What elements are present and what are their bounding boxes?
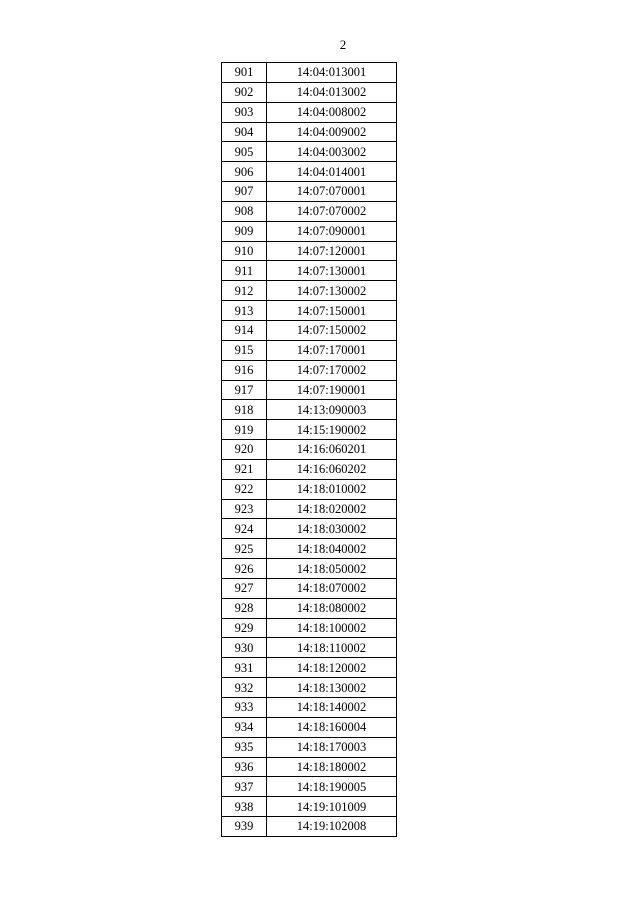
table-row xyxy=(222,221,397,241)
table-row xyxy=(222,63,397,83)
cadastral-code-cell: 14:04:013001 xyxy=(267,63,397,83)
cadastral-code-cell: 14:04:009002 xyxy=(267,122,397,142)
table-row xyxy=(222,201,397,221)
row-number-cell: 907 xyxy=(222,182,267,202)
row-number-cell: 937 xyxy=(222,777,267,797)
cadastral-code-cell: 14:18:180002 xyxy=(267,757,397,777)
row-number-cell: 917 xyxy=(222,380,267,400)
page-number: 2 xyxy=(339,37,347,52)
cadastral-code-cell: 14:07:070001 xyxy=(267,182,397,202)
cadastral-code-cell: 14:04:008002 xyxy=(267,102,397,122)
cadastral-code-cell: 14:18:100002 xyxy=(267,618,397,638)
cadastral-code-cell: 14:18:110002 xyxy=(267,638,397,658)
cadastral-code-cell: 14:07:150002 xyxy=(267,320,397,340)
cadastral-code-cell: 14:18:170003 xyxy=(267,737,397,757)
table-row xyxy=(222,440,397,460)
cadastral-code-cell: 14:07:090001 xyxy=(267,221,397,241)
row-number-cell: 910 xyxy=(222,241,267,261)
row-number-cell: 918 xyxy=(222,400,267,420)
cadastral-code-cell: 14:18:010002 xyxy=(267,479,397,499)
table-row xyxy=(222,241,397,261)
table-row xyxy=(222,162,397,182)
cadastral-code-cell: 14:19:102008 xyxy=(267,817,397,837)
row-number-cell: 930 xyxy=(222,638,267,658)
table-row xyxy=(222,578,397,598)
cadastral-code-cell: 14:18:140002 xyxy=(267,698,397,718)
cadastral-code-cell: 14:18:130002 xyxy=(267,678,397,698)
table-row xyxy=(222,598,397,618)
row-number-cell: 905 xyxy=(222,142,267,162)
row-number-cell: 933 xyxy=(222,698,267,718)
cadastral-code-cell: 14:16:060202 xyxy=(267,459,397,479)
table-body xyxy=(222,63,397,837)
table-row xyxy=(222,698,397,718)
table-row xyxy=(222,638,397,658)
row-number-cell: 936 xyxy=(222,757,267,777)
cadastral-code-cell: 14:15:190002 xyxy=(267,420,397,440)
row-number-cell: 915 xyxy=(222,340,267,360)
table-row xyxy=(222,658,397,678)
row-number-cell: 911 xyxy=(222,261,267,281)
cadastral-code-cell: 14:07:170001 xyxy=(267,340,397,360)
table-row xyxy=(222,400,397,420)
table-row xyxy=(222,797,397,817)
row-number-cell: 920 xyxy=(222,440,267,460)
row-number-cell: 903 xyxy=(222,102,267,122)
row-number-cell: 926 xyxy=(222,559,267,579)
row-number-cell: 931 xyxy=(222,658,267,678)
cadastral-code-cell: 14:07:190001 xyxy=(267,380,397,400)
cadastral-code-cell: 14:16:060201 xyxy=(267,440,397,460)
table-row xyxy=(222,618,397,638)
table-row xyxy=(222,737,397,757)
cadastral-code-cell: 14:18:050002 xyxy=(267,559,397,579)
row-number-cell: 922 xyxy=(222,479,267,499)
cadastral-code-cell: 14:18:070002 xyxy=(267,578,397,598)
cadastral-code-cell: 14:18:120002 xyxy=(267,658,397,678)
table-row xyxy=(222,519,397,539)
row-number-cell: 908 xyxy=(222,201,267,221)
table-row xyxy=(222,320,397,340)
table-row xyxy=(222,102,397,122)
cadastral-code-cell: 14:19:101009 xyxy=(267,797,397,817)
cadastral-code-cell: 14:04:003002 xyxy=(267,142,397,162)
table-row xyxy=(222,777,397,797)
table-row xyxy=(222,559,397,579)
table-row xyxy=(222,340,397,360)
row-number-cell: 929 xyxy=(222,618,267,638)
table-row xyxy=(222,499,397,519)
row-number-cell: 919 xyxy=(222,420,267,440)
row-number-cell: 913 xyxy=(222,301,267,321)
row-number-cell: 923 xyxy=(222,499,267,519)
table-row xyxy=(222,678,397,698)
table-row xyxy=(222,182,397,202)
cadastral-code-cell: 14:07:130001 xyxy=(267,261,397,281)
row-number-cell: 916 xyxy=(222,360,267,380)
cadastral-code-cell: 14:18:190005 xyxy=(267,777,397,797)
table-row xyxy=(222,142,397,162)
row-number-cell: 921 xyxy=(222,459,267,479)
row-number-cell: 935 xyxy=(222,737,267,757)
cadastral-code-cell: 14:04:013002 xyxy=(267,82,397,102)
cadastral-code-cell: 14:18:080002 xyxy=(267,598,397,618)
table-row xyxy=(222,122,397,142)
cadastral-code-cell: 14:18:030002 xyxy=(267,519,397,539)
table-row xyxy=(222,301,397,321)
row-number-cell: 901 xyxy=(222,63,267,83)
table-row xyxy=(222,717,397,737)
table-row xyxy=(222,420,397,440)
row-number-cell: 914 xyxy=(222,320,267,340)
table-row xyxy=(222,380,397,400)
table-row xyxy=(222,757,397,777)
cadastral-table xyxy=(221,62,397,837)
row-number-cell: 934 xyxy=(222,717,267,737)
row-number-cell: 912 xyxy=(222,281,267,301)
row-number-cell: 925 xyxy=(222,539,267,559)
cadastral-code-cell: 14:18:020002 xyxy=(267,499,397,519)
row-number-cell: 906 xyxy=(222,162,267,182)
row-number-cell: 938 xyxy=(222,797,267,817)
cadastral-code-cell: 14:18:160004 xyxy=(267,717,397,737)
table-row xyxy=(222,261,397,281)
row-number-cell: 902 xyxy=(222,82,267,102)
row-number-cell: 904 xyxy=(222,122,267,142)
cadastral-code-cell: 14:07:120001 xyxy=(267,241,397,261)
table-row xyxy=(222,281,397,301)
row-number-cell: 909 xyxy=(222,221,267,241)
table-row xyxy=(222,82,397,102)
cadastral-code-cell: 14:07:070002 xyxy=(267,201,397,221)
cadastral-code-cell: 14:04:014001 xyxy=(267,162,397,182)
cadastral-code-cell: 14:07:150001 xyxy=(267,301,397,321)
cadastral-code-cell: 14:07:170002 xyxy=(267,360,397,380)
cadastral-code-cell: 14:18:040002 xyxy=(267,539,397,559)
table-row xyxy=(222,459,397,479)
table-row xyxy=(222,817,397,837)
row-number-cell: 932 xyxy=(222,678,267,698)
cadastral-code-cell: 14:13:090003 xyxy=(267,400,397,420)
row-number-cell: 924 xyxy=(222,519,267,539)
row-number-cell: 927 xyxy=(222,578,267,598)
table-row xyxy=(222,539,397,559)
cadastral-code-cell: 14:07:130002 xyxy=(267,281,397,301)
row-number-cell: 939 xyxy=(222,817,267,837)
table-row xyxy=(222,479,397,499)
table-row xyxy=(222,360,397,380)
row-number-cell: 928 xyxy=(222,598,267,618)
